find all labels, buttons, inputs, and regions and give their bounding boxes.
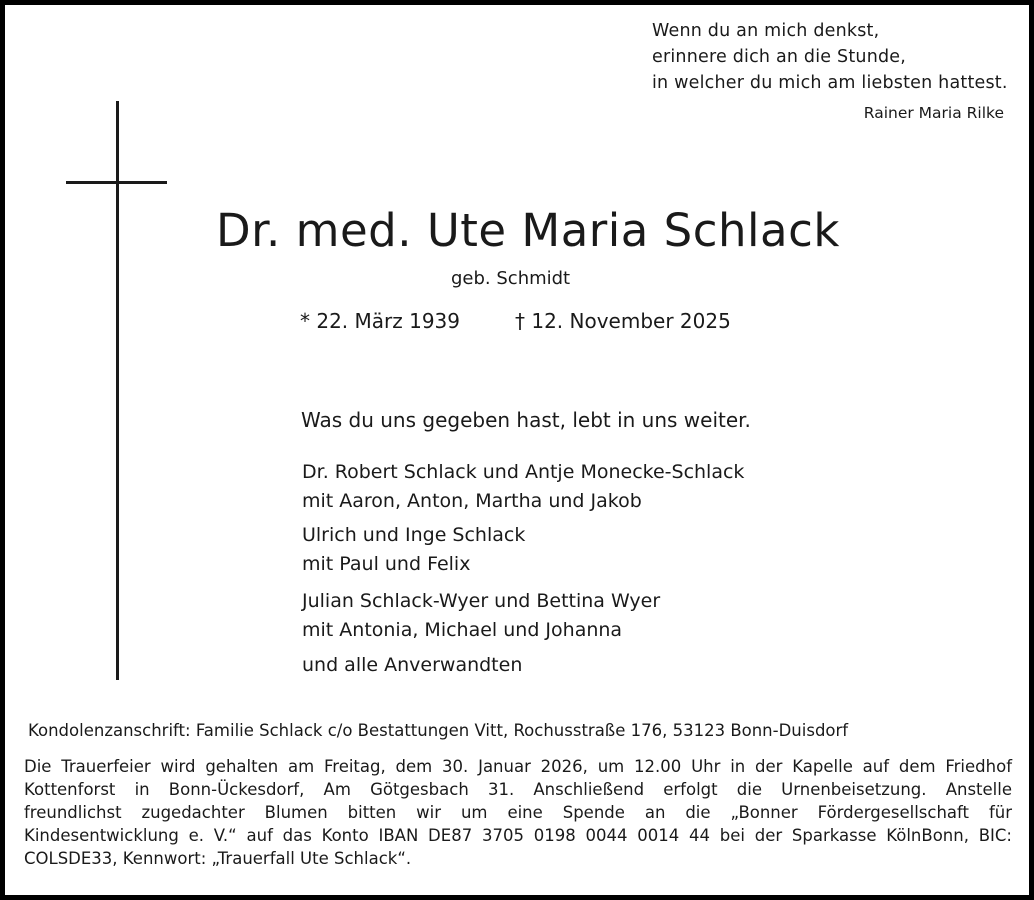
mourner-line: mit Paul und Felix [302,553,471,575]
quote-line: erinnere dich an die Stunde, [652,47,907,67]
birth-date: * 22. März 1939 [300,309,461,333]
funeral-line: COLSDE33, Kennwort: „Trauerfall Ute Schlack“. [24,849,412,868]
cross-icon [116,101,119,680]
mourner-line: Dr. Robert Schlack und Antje Monecke-Schlack [302,461,745,483]
quote-line: in welcher du mich am liebsten hattest. [652,73,1008,93]
mourner-line: mit Aaron, Anton, Martha und Jakob [302,490,642,512]
mourner-line: Julian Schlack-Wyer und Bettina Wyer [302,590,661,612]
condolence-address: Kondolenzanschrift: Familie Schlack c/o Bestattungen Vitt, Rochusstraße 176, 53123 Bonn-Duisdorf [28,721,849,740]
mourner-group [302,651,522,680]
funeral-line: Kottenforst in Bonn-Ückesdorf, Am Götgesbach 31. Anschließend erfolgt die Urnenbeisetzung. Anstelle [24,780,1012,799]
mourner-line: und alle Anverwandten [302,654,523,676]
rilke-quote [652,18,1022,96]
maiden-name: geb. Schmidt [451,268,571,289]
mourner-group [302,587,660,645]
quote-line: Wenn du an mich denkst, [652,21,880,41]
quote-author: Rainer Maria Rilke [863,104,1004,122]
mourner-line: Ulrich und Inge Schlack [302,524,526,546]
funeral-line: Die Trauerfeier wird gehalten am Freitag, dem 30. Januar 2026, um 12.00 Uhr in der Kapelle auf dem Friedhof [24,757,1012,776]
memorial-motto: Was du uns gegeben hast, lebt in uns weiter. [301,408,751,432]
funeral-line: freundlichst zugedachter Blumen bitten wir um eine Spende an die „Bonner Fördergesellschaft für [24,803,1012,822]
mourner-group [302,521,525,579]
mourner-group [302,458,744,516]
mourner-line: mit Antonia, Michael und Johanna [302,619,623,641]
death-date: † 12. November 2025 [515,309,731,333]
funeral-line: Kindesentwicklung e. V.“ auf das Konto IBAN DE87 3705 0198 0044 0014 44 bei der Sparkasse KölnBonn, BIC: [24,826,1012,845]
cross-icon-bar [66,181,167,184]
funeral-details [24,755,1012,870]
deceased-name: Dr. med. Ute Maria Schlack [216,204,840,257]
